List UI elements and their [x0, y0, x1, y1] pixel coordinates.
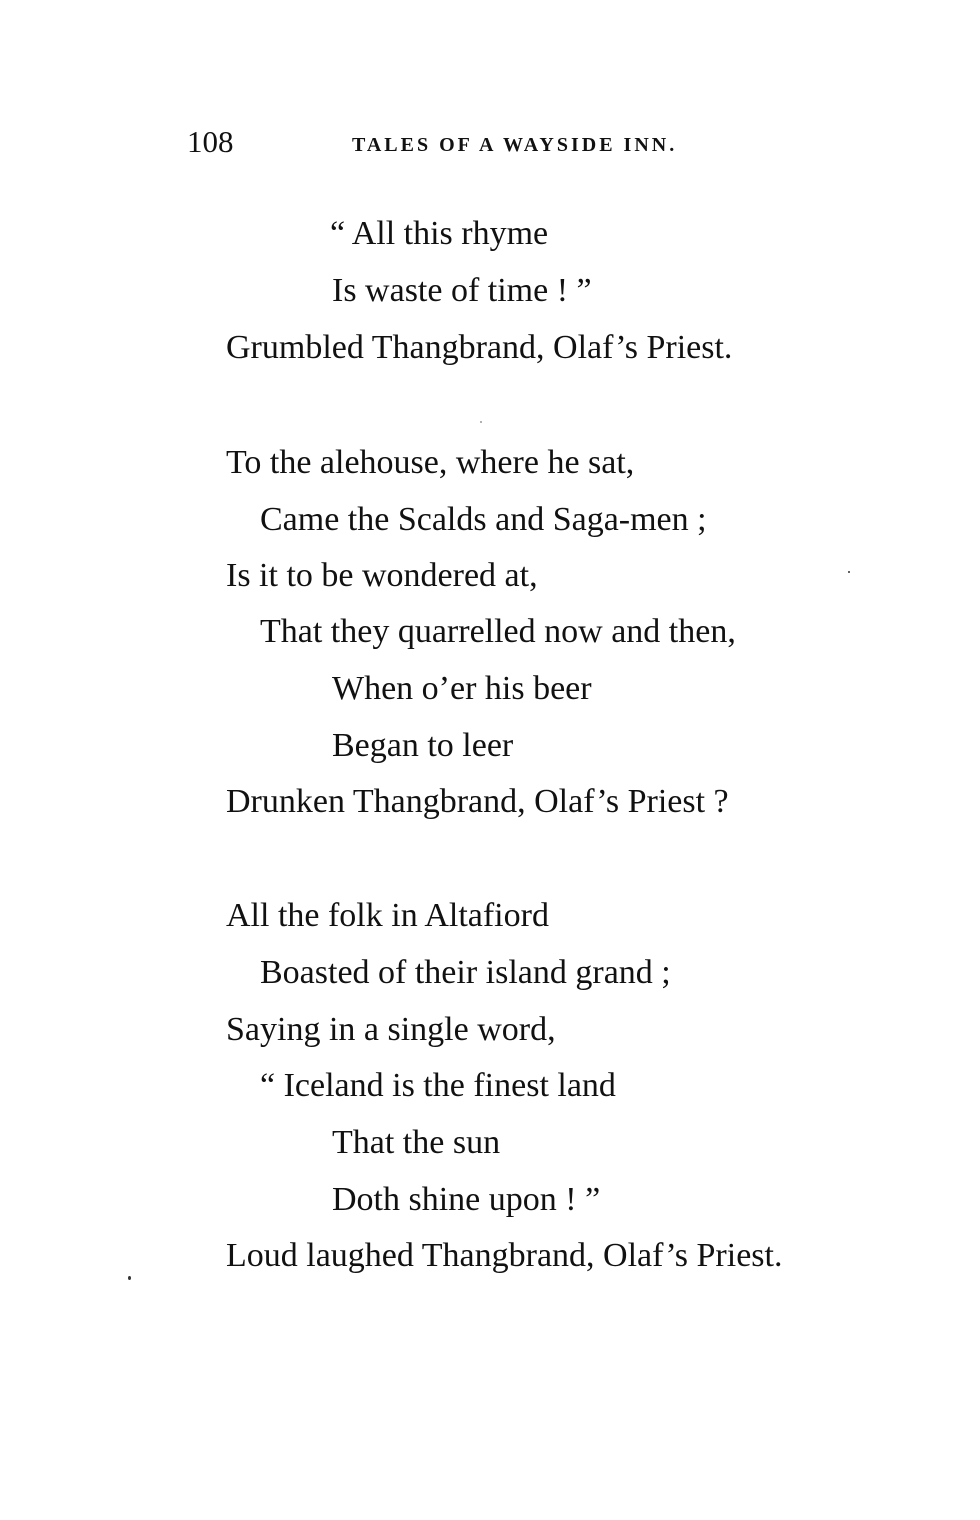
- poem-line: Began to leer: [332, 727, 514, 764]
- print-speck: [848, 571, 850, 573]
- poem-line: Boasted of their island grand ;: [260, 954, 671, 991]
- poem-line: That the sun: [332, 1124, 501, 1161]
- print-speck: [480, 421, 482, 423]
- poem-line: Loud laughed Thangbrand, Olaf’s Priest.: [226, 1237, 783, 1274]
- page-number: 108: [187, 124, 234, 159]
- poem-line: Is waste of time ! ”: [332, 272, 592, 309]
- poem-line: Doth shine upon ! ”: [332, 1181, 601, 1218]
- poem-line: Grumbled Thangbrand, Olaf’s Priest.: [226, 329, 733, 366]
- poem-line: When o’er his beer: [332, 670, 592, 707]
- running-head: TALES OF A WAYSIDE INN.: [352, 134, 678, 156]
- poem-line: “ All this rhyme: [330, 215, 549, 252]
- poem-line: “ Iceland is the finest land: [260, 1067, 616, 1104]
- poem-line: Is it to be wondered at,: [226, 557, 538, 594]
- poem-line: Came the Scalds and Saga-men ;: [260, 501, 707, 538]
- poem-line: All the folk in Altafiord: [226, 897, 549, 934]
- print-speck: [128, 1276, 131, 1280]
- poem-line: That they quarrelled now and then,: [260, 613, 736, 650]
- poem-line: Saying in a single word,: [226, 1011, 556, 1048]
- poem-line: To the alehouse, where he sat,: [226, 444, 635, 481]
- poem-line: Drunken Thangbrand, Olaf’s Priest ?: [226, 783, 729, 820]
